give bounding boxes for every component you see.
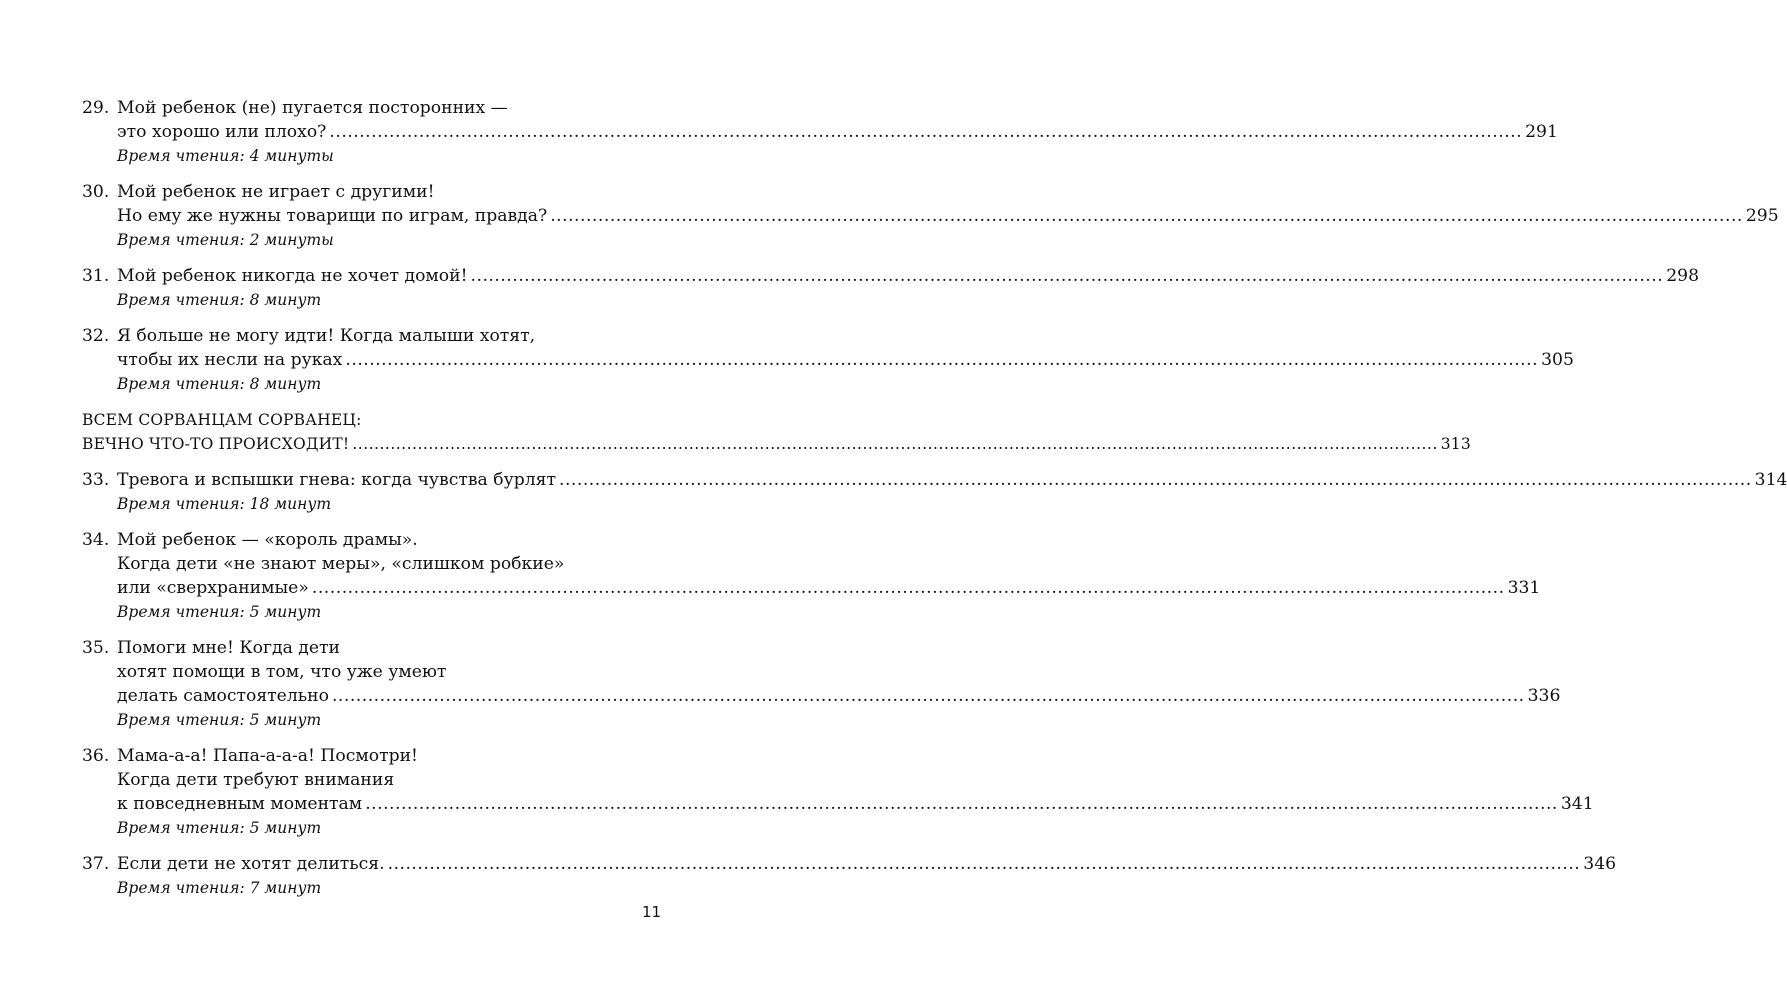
- entry-title: Но ему же нужны товарищи по играм, правда?: [117, 206, 548, 226]
- entry-title: или «сверхранимые»: [117, 578, 309, 598]
- page-number: 295: [1745, 206, 1779, 226]
- page-number: 331: [1507, 578, 1541, 598]
- entry-title: Мой ребенок никогда не хочет домой!: [117, 266, 468, 286]
- entry-title: Мама-а-а! Папа-а-а-а! Посмотри!: [117, 746, 418, 766]
- toc-entry[interactable]: [82, 528, 1541, 624]
- page-number: 298: [1666, 266, 1700, 286]
- dot-leader: ........................................................................................................................................................................................................: [311, 578, 1505, 598]
- toc-entry[interactable]: [82, 468, 1787, 516]
- section-title: ВЕЧНО ЧТО-ТО ПРОИСХОДИТ!: [82, 435, 350, 453]
- entry-number: 36.: [82, 746, 110, 766]
- toc-entry[interactable]: [82, 852, 1617, 900]
- dot-leader: ........................................................................................................................................................................................................: [331, 686, 1525, 706]
- dot-leader: ........................................................................................................................................................................................................: [365, 794, 1558, 814]
- entry-title: это хорошо или плохо?: [117, 122, 327, 142]
- page-number: 313: [1440, 435, 1471, 453]
- toc-entry[interactable]: [82, 636, 1561, 732]
- page-number: 341: [1560, 794, 1594, 814]
- toc-entry[interactable]: [82, 96, 1558, 168]
- dot-leader: ........................................................................................................................................................................................................: [352, 435, 1438, 453]
- entry-number: 37.: [82, 854, 110, 874]
- entry-title: хотят помощи в том, что уже умеют: [117, 662, 447, 682]
- entry-number: 32.: [82, 326, 110, 346]
- reading-time: Время чтения: 4 минуты: [117, 147, 334, 165]
- toc-section-heading[interactable]: [82, 408, 1471, 456]
- page-number: 291: [1525, 122, 1558, 142]
- dot-leader: ........................................................................................................................................................................................................: [470, 266, 1664, 286]
- dot-leader: ........................................................................................................................................................................................................: [558, 470, 1752, 490]
- folio-page-number: 11: [642, 903, 662, 921]
- dot-leader: ........................................................................................................................................................................................................: [550, 206, 1743, 226]
- reading-time: Время чтения: 7 минут: [117, 879, 322, 897]
- entry-number: 34.: [82, 530, 110, 550]
- page-number: 305: [1541, 350, 1574, 370]
- toc-entry[interactable]: [82, 180, 1779, 252]
- entry-title: Мой ребенок (не) пугается посторонних —: [117, 98, 508, 118]
- entry-title: Я больше не могу идти! Когда малыши хотят,: [117, 326, 536, 346]
- entry-number: 31.: [82, 266, 110, 286]
- entry-number: 35.: [82, 638, 110, 658]
- reading-time: Время чтения: 5 минут: [117, 711, 322, 729]
- page-number: 336: [1527, 686, 1561, 706]
- reading-time: Время чтения: 5 минут: [117, 603, 322, 621]
- table-of-contents: [82, 96, 1787, 912]
- reading-time: Время чтения: 8 минут: [117, 375, 322, 393]
- reading-time: Время чтения: 5 минут: [117, 819, 322, 837]
- entry-number: 33.: [82, 470, 110, 490]
- entry-title: Мой ребенок — «король драмы».: [117, 530, 418, 550]
- reading-time: Время чтения: 2 минуты: [117, 231, 334, 249]
- entry-title: Мой ребенок не играет с другими!: [117, 182, 435, 202]
- entry-title: Когда дети «не знают меры», «слишком робкие»: [117, 554, 565, 574]
- entry-title: Когда дети требуют внимания: [117, 770, 395, 790]
- page-number: 346: [1583, 854, 1617, 874]
- toc-entry[interactable]: [82, 264, 1700, 312]
- entry-title: чтобы их несли на руках: [117, 350, 343, 370]
- entry-title: Помоги мне! Когда дети: [117, 638, 341, 658]
- entry-title: Если дети не хотят делиться.: [117, 854, 385, 874]
- entry-title: Тревога и вспышки гнева: когда чувства бурлят: [117, 470, 556, 490]
- dot-leader: ........................................................................................................................................................................................................: [345, 350, 1539, 370]
- toc-entry[interactable]: [82, 744, 1594, 840]
- page-number: 314: [1754, 470, 1787, 490]
- entry-number: 30.: [82, 182, 110, 202]
- toc-entry[interactable]: [82, 324, 1574, 396]
- reading-time: Время чтения: 18 минут: [117, 495, 332, 513]
- dot-leader: ........................................................................................................................................................................................................: [329, 122, 1523, 142]
- entry-title: к повседневным моментам: [117, 794, 363, 814]
- entry-title: делать самостоятельно: [117, 686, 329, 706]
- dot-leader: ........................................................................................................................................................................................................: [387, 854, 1581, 874]
- reading-time: Время чтения: 8 минут: [117, 291, 322, 309]
- section-title: ВСЕМ СОРВАНЦАМ СОРВАНЕЦ:: [82, 411, 362, 429]
- entry-number: 29.: [82, 98, 110, 118]
